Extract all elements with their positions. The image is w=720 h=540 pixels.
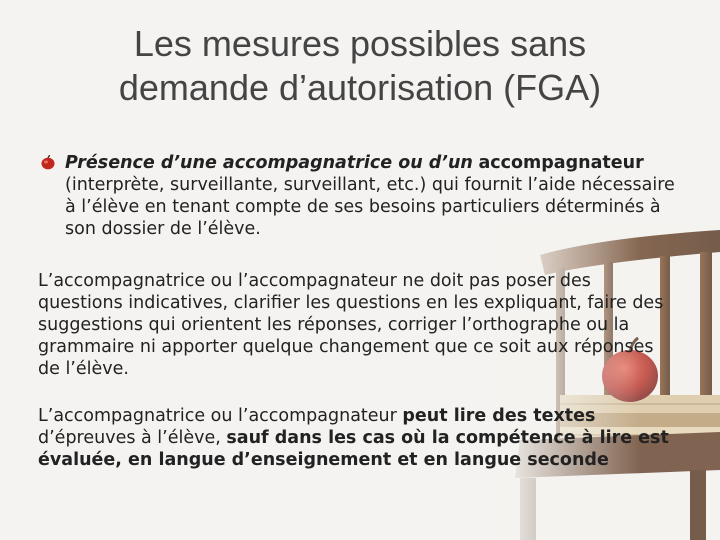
title-line-2: demande d’autorisation (FGA) bbox=[118, 67, 602, 108]
paragraph-2-part-3: d’épreuves à l’élève, bbox=[38, 428, 227, 448]
paragraph-2-bold-1: peut lire des textes bbox=[402, 406, 596, 426]
slide-title bbox=[40, 22, 680, 110]
title-line-1: Les mesures possibles sans bbox=[133, 23, 587, 64]
paragraph-2-part-1: L’accompagnatrice ou l’accompagnateur bbox=[38, 406, 403, 426]
bullet-bold: accompagnateur bbox=[478, 153, 644, 173]
bullet-rest: (interprète, surveillante, surveillant, etc.) qui fournit l’aide nécessaire à l’élève en tenant compte de ses besoins particuliers déterminés à son dossier de l’élève. bbox=[65, 175, 675, 239]
bullet-item bbox=[40, 152, 680, 240]
paragraph-2 bbox=[38, 405, 674, 471]
paragraph-1: L’accompagnatrice ou l’accompagnateur ne doit pas poser des questions indicatives, clarifier les questions en les expliquant, faire des suggestions qui orientent les réponses, corriger l’orthographe ou la grammaire ni apporter quelque changement que ce soit aux réponses de l’élève. bbox=[38, 271, 664, 379]
apple-bullet-icon bbox=[40, 154, 56, 170]
bullet-bold-italic: Présence d’une accompagnatrice ou d’un bbox=[65, 153, 473, 173]
paragraph-2-bold-2: sauf dans les cas où la compétence à lire est évaluée, en langue d’enseignement et en langue seconde bbox=[38, 428, 669, 470]
bullet-text bbox=[65, 152, 680, 240]
